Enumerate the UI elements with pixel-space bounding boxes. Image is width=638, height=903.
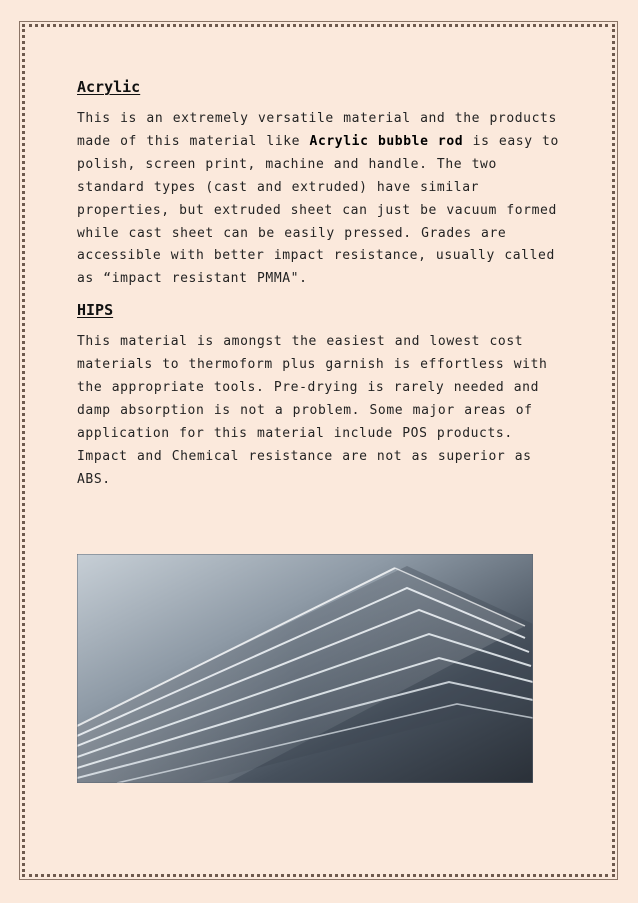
acrylic-bubble-rod-link[interactable]: Acrylic bubble rod — [309, 133, 464, 149]
section-heading-hips: HIPS — [77, 301, 114, 320]
paragraph-text: is easy to polish, screen print, machine and handle. The two standard types (cast and extruded) have similar properties, but extruded sheet can just be vacuum formed while cast sheet can be easily pressed. Grades are accessible with better impact resistance, usually called as “impact resistant PMMA". — [77, 133, 559, 287]
acrylic-sheets-image — [77, 554, 533, 783]
page-content — [77, 77, 567, 501]
section-paragraph-acrylic — [77, 108, 567, 291]
section-heading-acrylic: Acrylic — [77, 78, 141, 96]
acrylic-sheets-photo — [77, 554, 533, 783]
paragraph-text: This is an extremely versatile material and the products made of this material like — [77, 111, 557, 149]
section-paragraph-hips: This material is amongst the easiest and lowest cost materials to thermoform plus garnish is effortless with the appropriate tools. Pre-drying is rarely needed and damp absorption is not a problem. Some major areas of application for this material include POS products. Impact and Chemical resistance are not as superior as ABS. — [77, 334, 548, 487]
